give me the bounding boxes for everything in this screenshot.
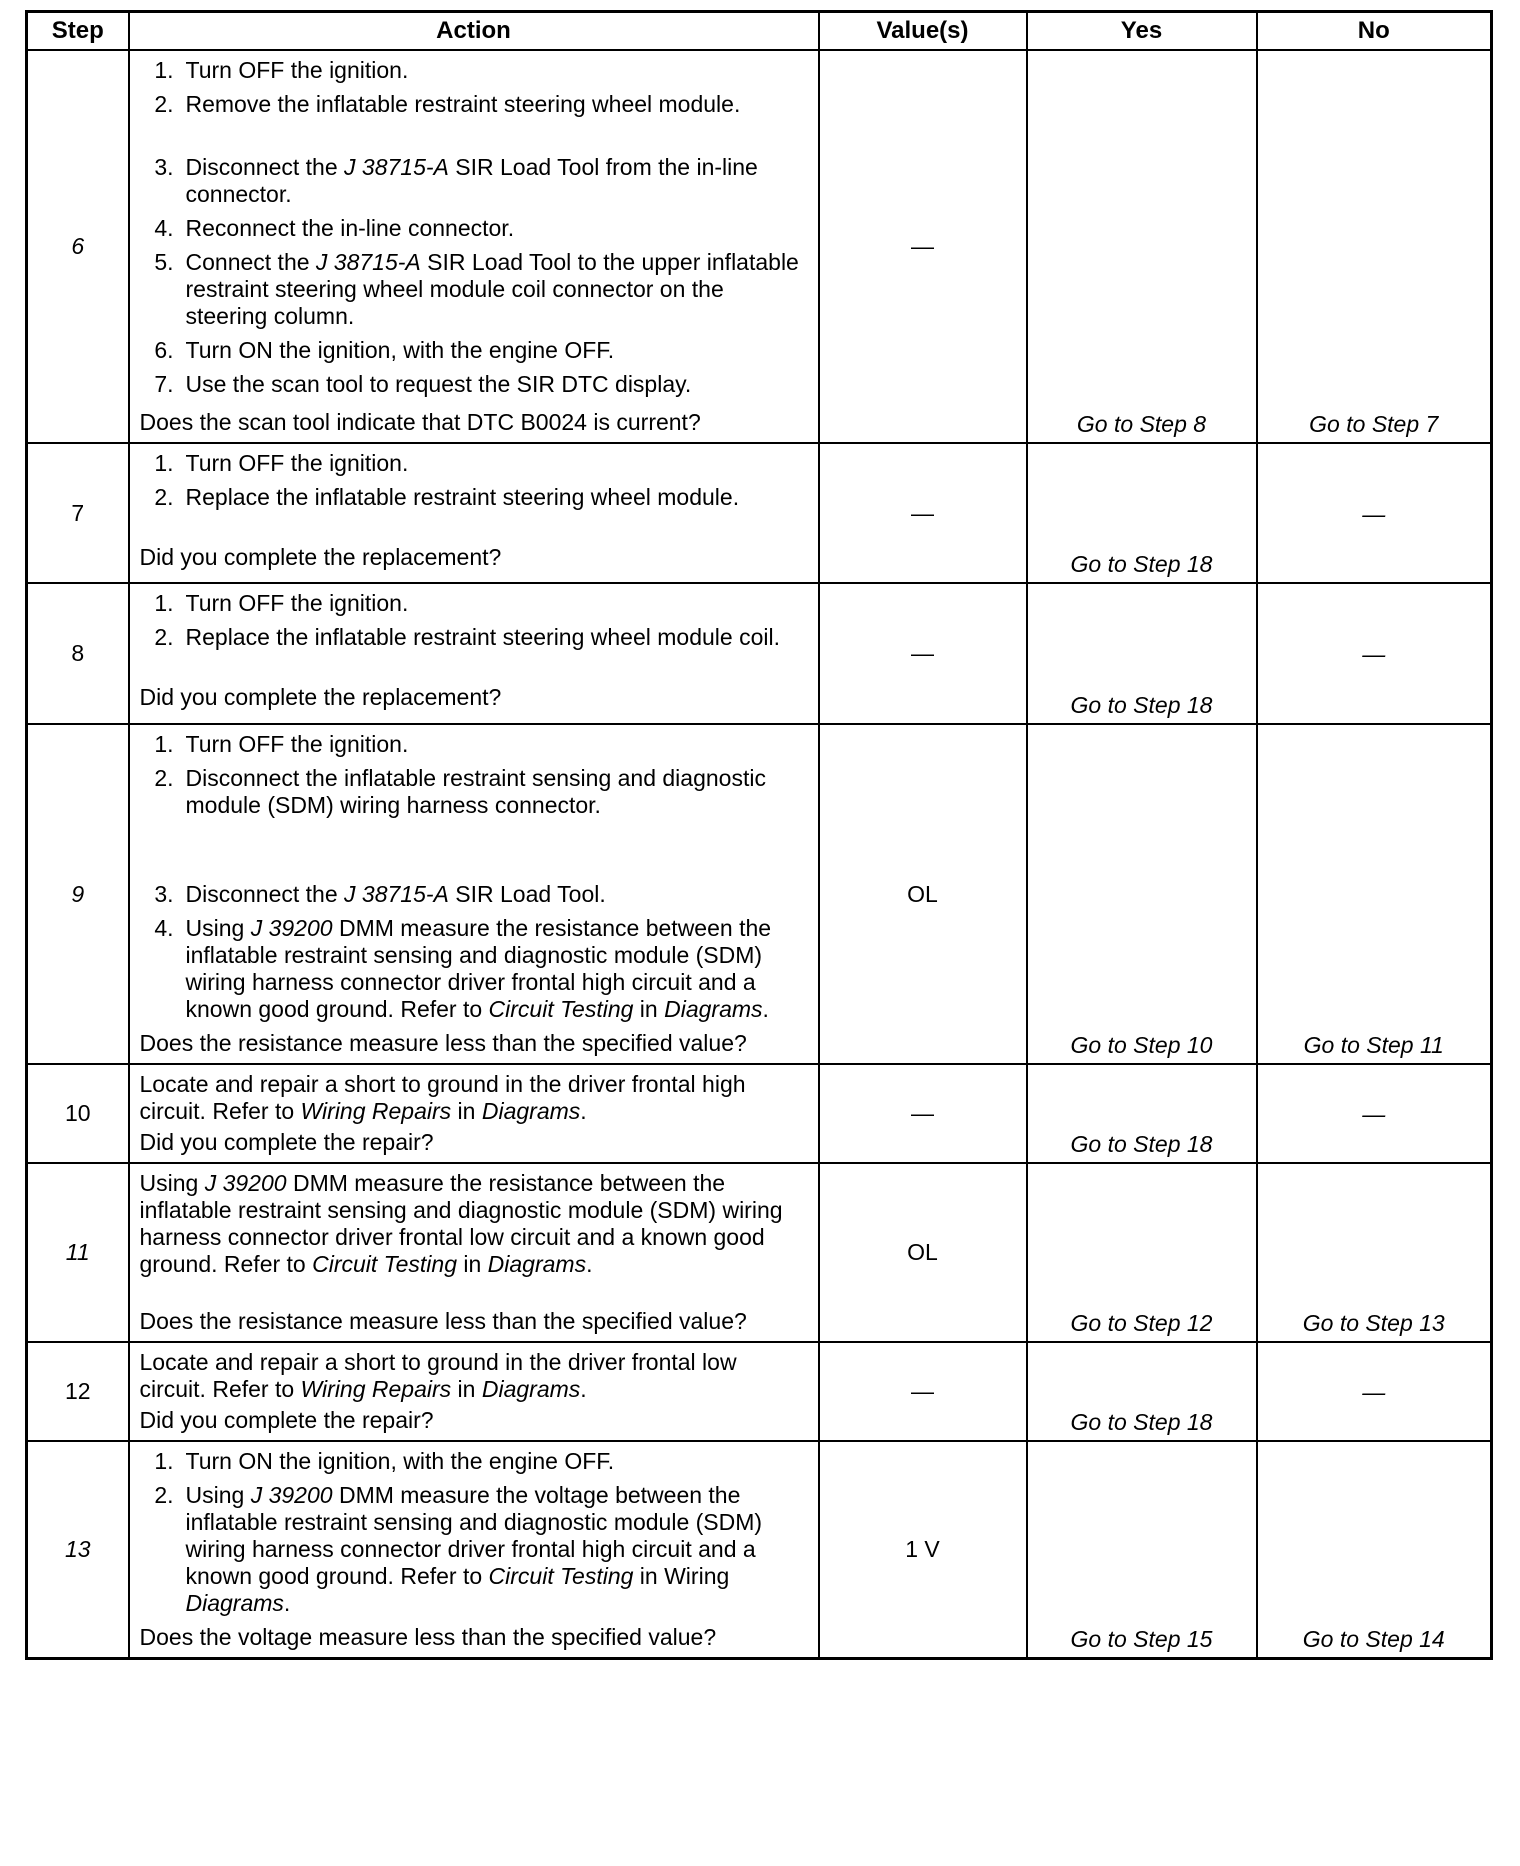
action-question: Did you complete the replacement? [139,544,502,570]
table-row-step-10 [27,1064,1492,1163]
table-row-step-13 [27,1441,1492,1659]
action-step: Turn ON the ignition, with the engine OFF. [185,1448,615,1474]
value-cell: OL [819,724,1027,1064]
action-question: Did you complete the repair? [139,1129,434,1155]
value-cell: — [819,50,1027,443]
action-step: Turn OFF the ignition. [185,450,409,476]
header-step: Step [27,12,129,51]
action-question: Does the scan tool indicate that DTC B0024 is current? [139,409,701,435]
value-cell: — [819,443,1027,583]
step-number: 6 [27,50,129,443]
step-number: 12 [27,1342,129,1441]
action-question: Does the voltage measure less than the specified value? [139,1624,717,1650]
table-row-step-9 [27,724,1492,1064]
table-header-row [27,12,1492,51]
step-number: 8 [27,583,129,724]
action-step: Using J 39200 DMM measure the resistance between the inflatable restraint sensing and diagnostic module (SDM) wiring harness connector driver frontal high circuit and a known good ground. Refer to Circuit Testing in Diagrams. [185,915,772,1022]
step-number: 9 [27,724,129,1064]
action-step: Disconnect the J 38715-A SIR Load Tool from the in-line connector. [185,154,758,207]
no-link[interactable]: Go to Step 7 [1257,50,1492,443]
action-cell [129,1163,819,1342]
yes-link[interactable]: Go to Step 18 [1027,583,1257,724]
table-row-step-12 [27,1342,1492,1441]
action-step: Disconnect the inflatable restraint sensing and diagnostic module (SDM) wiring harness connector. [185,765,766,818]
yes-link[interactable]: Go to Step 8 [1027,50,1257,443]
action-step: Connect the J 38715-A SIR Load Tool to the upper inflatable restraint steering wheel module coil connector on the steering column. [185,249,799,329]
action-step: Replace the inflatable restraint steering wheel module. [185,484,740,510]
yes-link[interactable]: Go to Step 12 [1027,1163,1257,1342]
no-cell: — [1257,443,1492,583]
step-number: 7 [27,443,129,583]
action-cell: 1. Turn OFF the ignition. 2. Replace the inflatable restraint steering wheel module. Did you complete the replacement? [129,443,819,583]
action-cell [129,1064,819,1163]
value-cell: 1 V [819,1441,1027,1659]
action-question: Does the resistance measure less than the specified value? [139,1308,747,1334]
action-step: Use the scan tool to request the SIR DTC display. [185,371,692,397]
diagnostic-table [25,10,1493,1660]
header-action: Action [129,12,819,51]
header-yes: Yes [1027,12,1257,51]
action-text: Using J 39200 DMM measure the resistance between the inflatable restraint sensing and diagnostic module (SDM) wiring harness connector driver frontal low circuit and a known good ground. Refer to Circuit Testing in Diagrams. [139,1170,783,1277]
value-cell: — [819,1342,1027,1441]
header-no: No [1257,12,1492,51]
action-step: Turn OFF the ignition. [185,57,409,83]
yes-link[interactable]: Go to Step 18 [1027,443,1257,583]
step-number: 13 [27,1441,129,1659]
yes-link[interactable]: Go to Step 15 [1027,1441,1257,1659]
action-step: Using J 39200 DMM measure the voltage between the inflatable restraint sensing and diagnostic module (SDM) wiring harness connector driver frontal high circuit and a known good ground. Refer to Circuit Testing in Wiring Diagrams. [185,1482,763,1616]
yes-link[interactable]: Go to Step 18 [1027,1064,1257,1163]
no-link[interactable]: Go to Step 11 [1257,724,1492,1064]
action-cell: 1. Turn ON the ignition, with the engine OFF. 2. Using J 39200 DMM measure the voltage between the inflatable restraint sensing and diagnostic module (SDM) wiring harness connector driver frontal high circuit and a known good ground. Refer to Circuit Testing in Wiring Diagrams. Does the voltage measure less than the specified value? [129,1441,819,1659]
action-cell [129,1342,819,1441]
action-question: Does the resistance measure less than the specified value? [139,1030,747,1056]
action-text: Locate and repair a short to ground in the driver frontal high circuit. Refer to Wiring Repairs in Diagrams. [139,1071,746,1124]
value-cell: OL [819,1163,1027,1342]
action-step: Turn OFF the ignition. [185,731,409,757]
no-cell: — [1257,1342,1492,1441]
table-row-step-8 [27,583,1492,724]
action-step: Disconnect the J 38715-A SIR Load Tool. [185,881,606,907]
action-question: Did you complete the repair? [139,1407,434,1433]
action-step: Remove the inflatable restraint steering wheel module. [185,91,741,117]
no-link[interactable]: Go to Step 13 [1257,1163,1492,1342]
table-row-step-11 [27,1163,1492,1342]
header-values: Value(s) [819,12,1027,51]
action-step: Turn ON the ignition, with the engine OFF. [185,337,615,363]
action-step: Turn OFF the ignition. [185,590,409,616]
no-cell: — [1257,1064,1492,1163]
action-step: Reconnect the in-line connector. [185,215,515,241]
action-step: Replace the inflatable restraint steering wheel module coil. [185,624,780,650]
value-cell: — [819,583,1027,724]
step-number: 10 [27,1064,129,1163]
action-text: Locate and repair a short to ground in the driver frontal low circuit. Refer to Wiring Repairs in Diagrams. [139,1349,737,1402]
yes-link[interactable]: Go to Step 10 [1027,724,1257,1064]
table-row-step-7 [27,443,1492,583]
action-cell: 1. Turn OFF the ignition. 2. Disconnect the inflatable restraint sensing and diagnostic module (SDM) wiring harness connector. 3. Disconnect the J 38715-A SIR Load Tool. 4. Using J 39200 DMM measure the resistance between the inflatable restraint sensing and diagnostic module (SDM) wiring harness connector driver frontal high circuit and a known good ground. Refer to Circuit Testing in Diagrams. Does the resistance measure less than the specified value? [129,724,819,1064]
action-question: Did you complete the replacement? [139,684,502,710]
yes-link[interactable]: Go to Step 18 [1027,1342,1257,1441]
table-row-step-6 [27,50,1492,443]
step-number: 11 [27,1163,129,1342]
action-cell: 1. Turn OFF the ignition. 2. Remove the inflatable restraint steering wheel module. 3. Disconnect the J 38715-A SIR Load Tool from the in-line connector. 4. Reconnect the in-line connector. 5. Connect the J 38715-A SIR Load Tool to the upper inflatable restraint steering wheel module coil connector on the steering column. 6. Turn ON the ignition, with the engine OFF. 7. Use the scan tool to request the SIR DTC display. Does the scan tool indicate that DTC B0024 is current? [129,50,819,443]
action-cell: 1. Turn OFF the ignition. 2. Replace the inflatable restraint steering wheel module coil. Did you complete the replacement? [129,583,819,724]
no-cell: — [1257,583,1492,724]
value-cell: — [819,1064,1027,1163]
no-link[interactable]: Go to Step 14 [1257,1441,1492,1659]
